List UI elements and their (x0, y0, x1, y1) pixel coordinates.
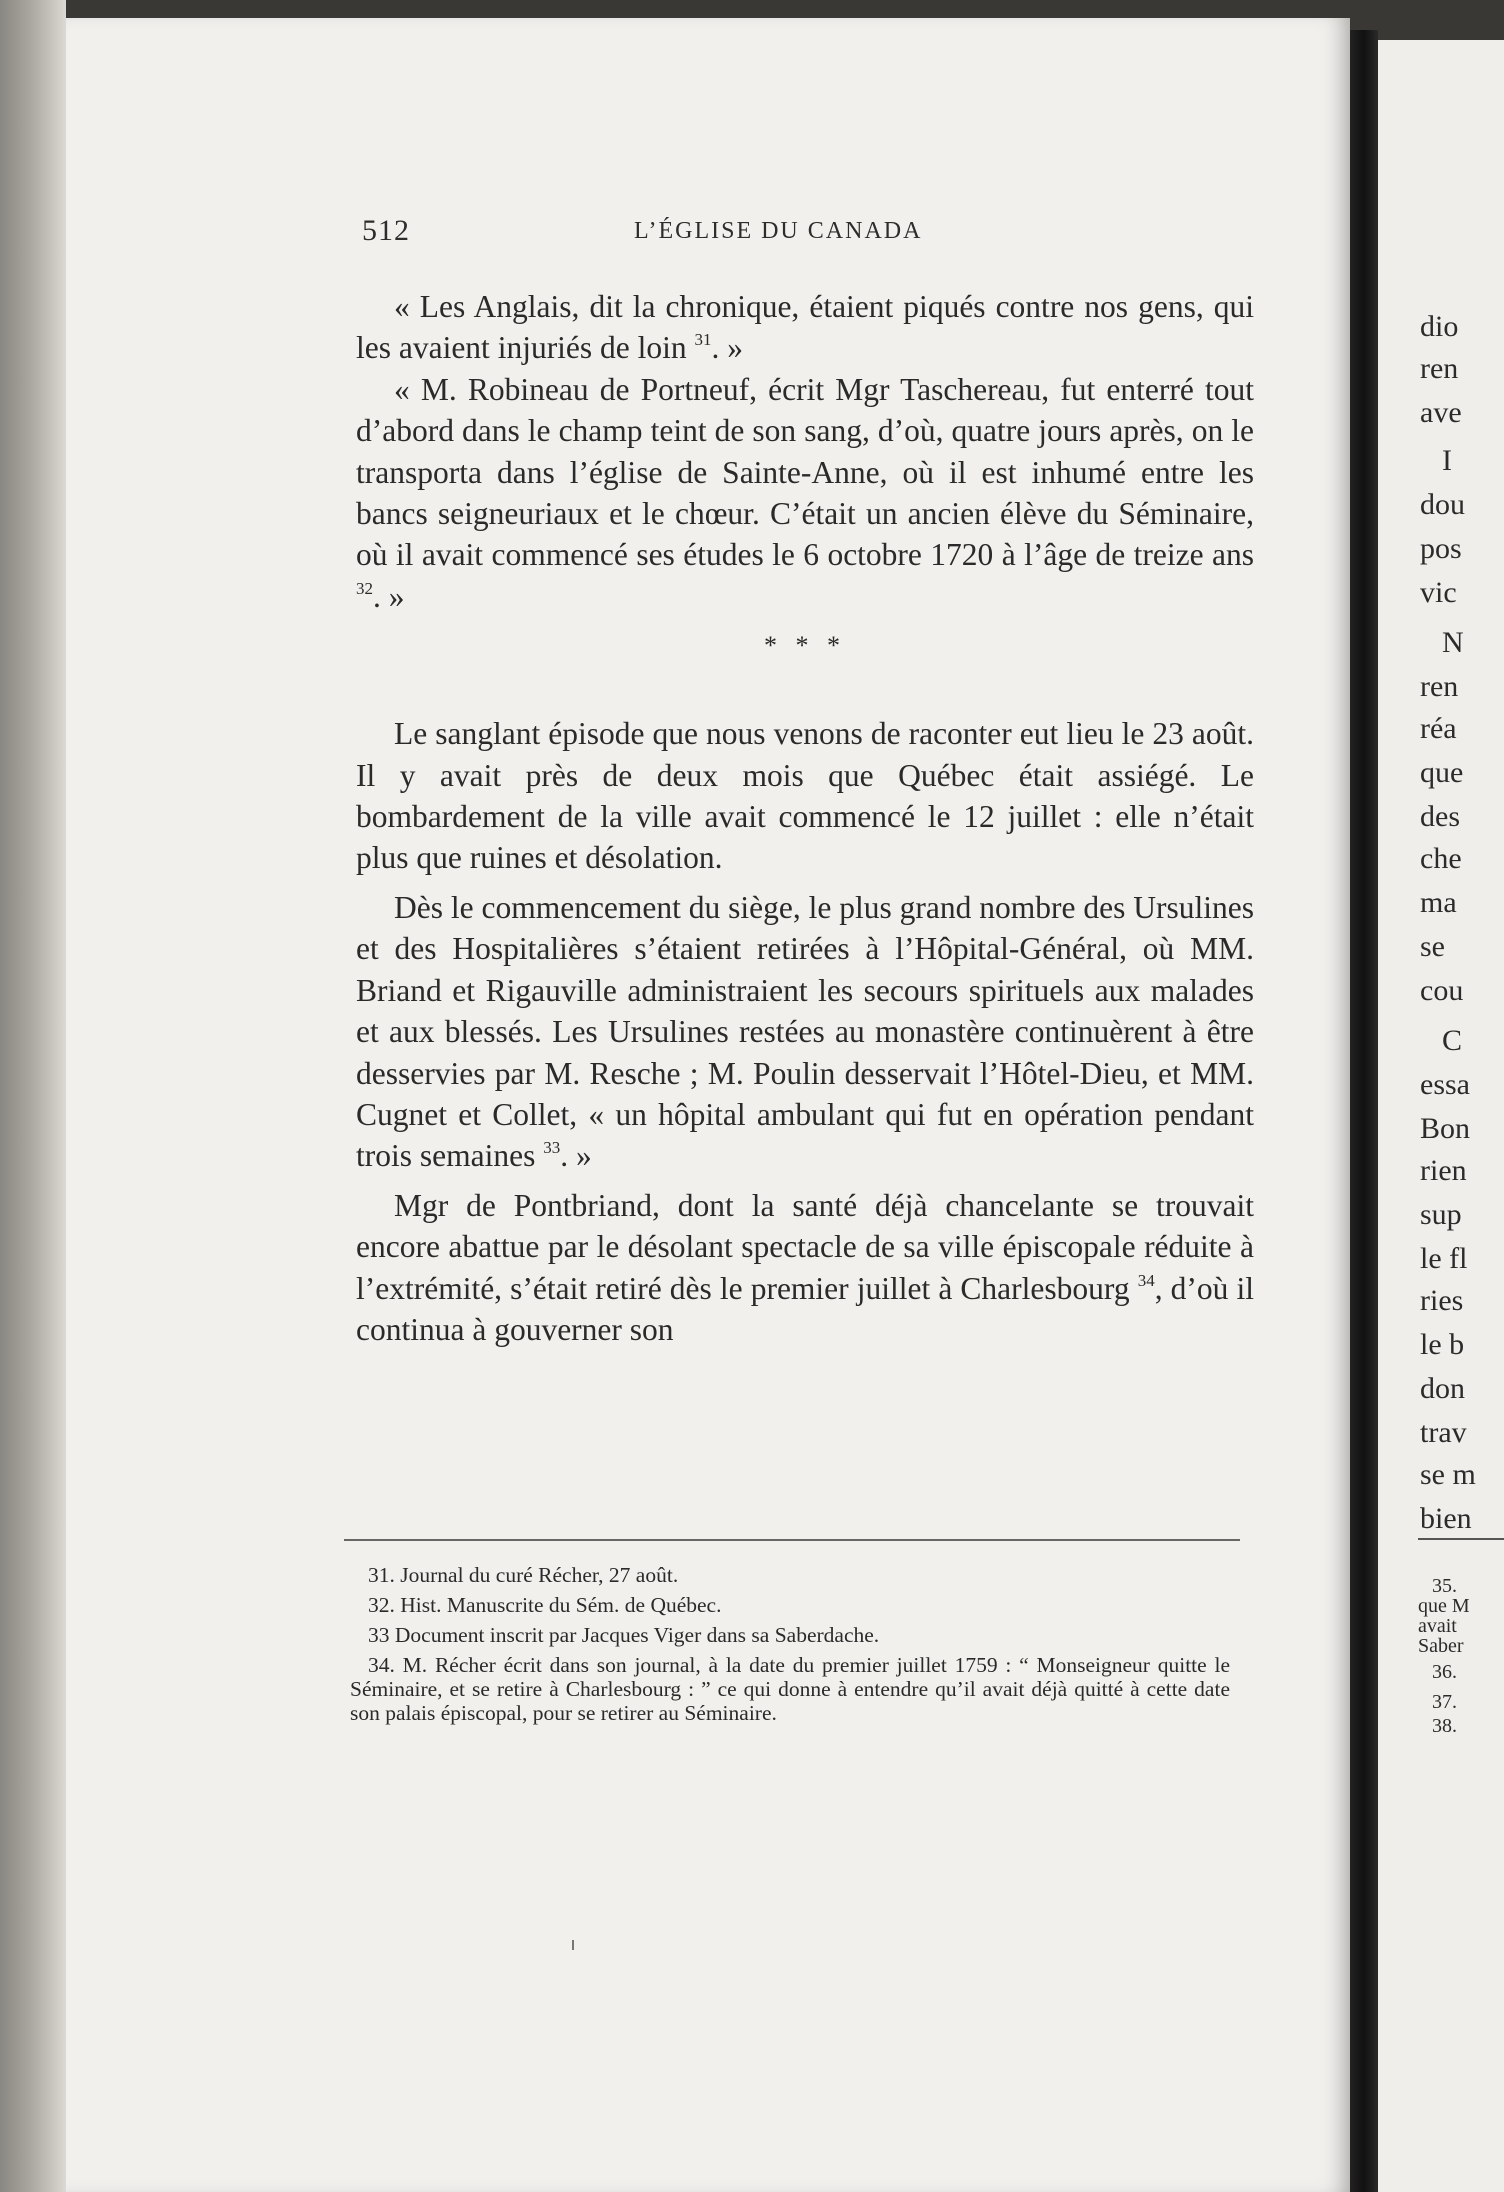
next-page-line: bien (1420, 1502, 1472, 1535)
paragraph-quote-2 (356, 369, 1254, 617)
paragraph-3: Le sanglant épisode que nous venons de raconter eut lieu le 23 août. Il y avait près de deux mois que Québec était assiégé. Le bombardement de la ville avait commencé le 12 juillet : elle n’était plus que ruines et désolation. (356, 716, 1254, 876)
next-page-line: N (1442, 626, 1464, 659)
book-gutter (1350, 30, 1378, 2192)
paragraph-end: . » (560, 1138, 592, 1174)
next-page-line: dou (1420, 488, 1465, 521)
next-page-line: ren (1420, 670, 1459, 703)
next-page-line: sup (1420, 1198, 1462, 1231)
paragraph-text: Mgr de Pontbriand, dont la santé déjà chancelante se trouvait encore abattue par le désolant spectacle de sa ville épiscopale réduite à l’extrémité, s’était retiré dès le premier juillet à Charlesbourg (356, 1187, 1254, 1306)
next-page-footnote-line: 37. (1432, 1691, 1457, 1713)
paragraph-5 (356, 1185, 1254, 1351)
paragraph-end: , d’où il continua à gouverner son (356, 1270, 1255, 1347)
section-separator: * * * (764, 631, 846, 661)
next-page-line: ries (1420, 1284, 1464, 1317)
footnote-32: 32. Hist. Manuscrite du Sém. de Québec. (368, 1593, 722, 1617)
next-page-footnote-line: 36. (1432, 1661, 1457, 1683)
footnote-31: 31. Journal du curé Récher, 27 août. (368, 1563, 679, 1587)
footnotes (350, 1563, 1230, 1731)
next-page-footnote-rule (1418, 1538, 1504, 1540)
next-page-line: ma (1420, 886, 1457, 919)
footnote-34: 34. M. Récher écrit dans son journal, à la date du premier juillet 1759 : “ Monseigneur quitte le Séminaire, et se retire à Charlesbourg : ” ce qui donne à entendre qu’il avait déjà quitté à cette date son palais épiscopal, pour se retirer au Séminaire. (350, 1653, 1230, 1725)
next-page-footnote-line: avait (1418, 1615, 1457, 1637)
next-page-line: se (1420, 930, 1445, 963)
next-page-line: ave (1420, 396, 1462, 429)
footnote-33: 33 Document inscrit par Jacques Viger dans sa Saberdache. (368, 1623, 880, 1647)
next-page-fragment (1378, 40, 1504, 2192)
next-page-line: ren (1420, 352, 1459, 385)
next-page-line: che (1420, 842, 1462, 875)
next-page-line: se m (1420, 1458, 1476, 1491)
next-page-line: que (1420, 756, 1464, 789)
next-page-line: vic (1420, 576, 1457, 609)
page-mark (572, 1940, 574, 1950)
next-page-line: le b (1420, 1328, 1465, 1361)
page-number: 512 (362, 214, 410, 247)
next-page-line: le fl (1420, 1242, 1468, 1275)
next-page-line: trav (1420, 1416, 1467, 1449)
next-page-line: des (1420, 800, 1460, 833)
paragraph-4 (356, 887, 1254, 1177)
paragraph-text: « Les Anglais, dit la chronique, étaient piqués contre nos gens, qui les avaient injuriés de loin (356, 289, 1254, 366)
next-page-footnote-line: 38. (1432, 1715, 1457, 1737)
paragraph-quote-1 (356, 286, 1254, 369)
note-ref-34: 34 (1137, 1270, 1155, 1290)
next-page-line: rien (1420, 1154, 1467, 1187)
next-page-line: réa (1420, 712, 1457, 745)
next-page-line: dio (1420, 310, 1459, 343)
next-page-line: I (1442, 444, 1452, 477)
next-page-line: don (1420, 1372, 1465, 1405)
note-ref-32: 32 (356, 578, 373, 598)
scan-left-edge (0, 0, 66, 2192)
next-page-line: C (1442, 1024, 1463, 1057)
running-head (362, 214, 1238, 254)
paragraph-end: . » (711, 330, 744, 366)
footnote-rule (344, 1539, 1240, 1541)
note-ref-31: 31 (694, 330, 712, 350)
next-page-line: pos (1420, 532, 1462, 565)
next-page-line: essa (1420, 1068, 1470, 1101)
next-page-footnote-line: 35. (1432, 1575, 1457, 1597)
next-page-line: cou (1420, 974, 1464, 1007)
next-page-footnote-line: que M (1418, 1595, 1470, 1617)
next-page-line: Bon (1420, 1112, 1471, 1145)
paragraph-end: . » (373, 578, 405, 614)
body-text (356, 286, 1254, 1350)
note-ref-33: 33 (543, 1138, 561, 1158)
next-page-footnote-line: Saber (1418, 1635, 1464, 1657)
running-title: L’ÉGLISE DU CANADA (634, 218, 923, 244)
paragraph-text: Dès le commencement du siège, le plus grand nombre des Ursulines et des Hospitalières s’étaient retirées à l’Hôpital-Général, où MM. Briand et Rigauville administraient les secours spirituels aux malades et aux blessés. Les Ursulines restées au monastère continuèrent à être desservies par M. Resche ; M. Poulin desservait l’Hôtel-Dieu, et MM. Cugnet et Collet, « un hôpital ambulant qui fut en opération pendant trois semaines (356, 889, 1254, 1174)
paragraph-text: « M. Robineau de Portneuf, écrit Mgr Taschereau, fut enterré tout d’abord dans le champ teint de son sang, d’où, quatre jours après, on le transporta dans l’église de Sainte-Anne, où il est inhumé entre les bancs seigneuriaux et le chœur. C’était un ancien élève du Séminaire, où il avait commencé ses études le 6 octobre 1720 à l’âge de treize ans (356, 371, 1254, 573)
